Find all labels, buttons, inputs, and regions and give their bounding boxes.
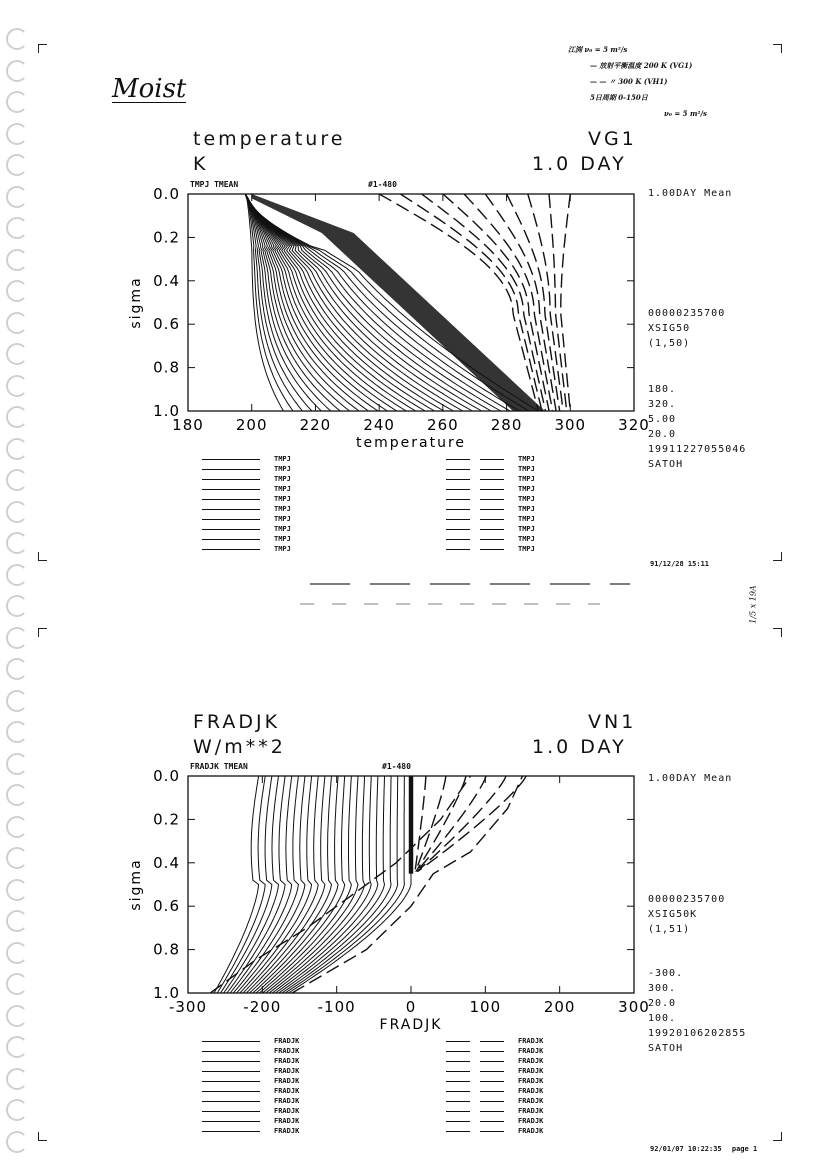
legend-line [202, 1081, 260, 1082]
y-tick-label: 0.6 [153, 315, 180, 334]
temperature-line [561, 194, 571, 411]
legend-line [202, 519, 260, 520]
legend-item [202, 1116, 342, 1126]
legend-label: FRADJK [518, 1057, 544, 1065]
x-tick-label: 200 [543, 998, 576, 1016]
legend-label: TMPJ [274, 505, 291, 513]
legend-label: FRADJK [518, 1067, 544, 1075]
legend-label: FRADJK [274, 1057, 300, 1065]
legend-item [202, 1096, 342, 1106]
legend-line [202, 1101, 260, 1102]
legend-item [446, 1086, 586, 1096]
binder-hole [6, 343, 28, 365]
x-tick-label: 260 [427, 416, 459, 434]
dense-band [409, 776, 413, 874]
legend-label: TMPJ [518, 505, 535, 513]
dataset-name: XSIG50 [648, 323, 691, 334]
crop-mark [38, 628, 47, 637]
legend-item [202, 534, 342, 544]
legend-item [202, 494, 342, 504]
binder-hole [6, 438, 28, 460]
legend-line [446, 459, 470, 460]
legend-item [202, 1066, 342, 1076]
x-tick-label: -100 [317, 998, 356, 1016]
x-tick-label: -200 [243, 998, 282, 1016]
binder-hole [6, 469, 28, 491]
note-line: — 放射平衡温度 200 K (VG1) [590, 61, 693, 70]
fradjk-line [233, 776, 298, 993]
legend-line [480, 479, 504, 480]
y-tick-label: 0.8 [153, 940, 180, 959]
y-tick-label: 0.4 [153, 853, 180, 872]
binder-hole [6, 1036, 28, 1058]
legend-line [480, 1131, 504, 1132]
legend-line [480, 1101, 504, 1102]
temperature-line [245, 194, 463, 411]
side-info [648, 186, 732, 201]
legend-item [446, 1036, 586, 1046]
binder-hole [6, 1099, 28, 1121]
legend-item [446, 484, 586, 494]
legend-line [480, 1061, 504, 1062]
legend-item [202, 1036, 342, 1046]
x-tick-label: 320 [618, 416, 650, 434]
legend-line [446, 1051, 470, 1052]
binder-hole [6, 784, 28, 806]
crop-mark [38, 44, 47, 53]
legend-line [480, 1051, 504, 1052]
y-axis-label: sigma [128, 276, 144, 329]
y-tick-label: 1.0 [153, 984, 180, 1002]
binder-hole [6, 186, 28, 208]
legend-line [202, 1071, 260, 1072]
legend-line [202, 1061, 260, 1062]
legend-line [446, 1071, 470, 1072]
legend-item [202, 1126, 342, 1136]
param-block [648, 966, 746, 1056]
legend-item [446, 544, 586, 554]
crop-mark [773, 552, 782, 561]
binder-hole [6, 280, 28, 302]
var-label: FRADJK TMEAN [190, 762, 248, 771]
legend-line [202, 1121, 260, 1122]
fradjk-line [418, 776, 527, 872]
footer-mark: 1/5 x 19A [748, 585, 758, 624]
legend-line [202, 1131, 260, 1132]
note-line: 江渕 ν₀ = 5 m²/s [568, 45, 628, 54]
legend-line [480, 1111, 504, 1112]
binder-hole [6, 627, 28, 649]
legend-line [480, 529, 504, 530]
param-value: 320. [648, 399, 677, 410]
param-value: 100. [648, 1013, 677, 1024]
x-tick-label: 100 [469, 998, 502, 1016]
legend-label: TMPJ [518, 545, 535, 553]
legend-line [446, 489, 470, 490]
legend-line [446, 1111, 470, 1112]
legend-label: FRADJK [274, 1067, 300, 1075]
fradjk-plot [120, 767, 650, 1037]
legend-item [202, 484, 342, 494]
binder-hole [6, 123, 28, 145]
legend-line [480, 459, 504, 460]
legend-item [446, 494, 586, 504]
legend-line [480, 1071, 504, 1072]
fradjk-line [240, 776, 312, 993]
legend-item [202, 454, 342, 464]
legend-item [202, 504, 342, 514]
handwritten-label [112, 74, 186, 103]
dataset-index: (1,50) [648, 338, 691, 349]
legend-line [446, 1131, 470, 1132]
temperature-series [245, 194, 570, 411]
y-tick-label: 1.0 [153, 402, 180, 420]
legend-label: FRADJK [274, 1117, 300, 1125]
binder-hole [6, 91, 28, 113]
param-value: 5.00 [648, 414, 677, 425]
run-id: 00000235700 [648, 308, 726, 319]
legend-line [446, 1091, 470, 1092]
legend-line [480, 1091, 504, 1092]
chart-title: FRADJK [193, 711, 281, 733]
legend-item [446, 474, 586, 484]
chart-title: temperature [193, 128, 346, 150]
legend-dashed [446, 454, 586, 554]
param-block [648, 382, 746, 472]
legend-label: FRADJK [274, 1107, 300, 1115]
date-stamp-text: 92/01/07 10:22:35 [650, 1145, 722, 1153]
chart-unit: W/m**2 [193, 736, 286, 758]
legend-line [446, 519, 470, 520]
mean-label: 1.00DAY Mean [648, 188, 733, 199]
binder-hole [6, 721, 28, 743]
x-tick-label: 300 [618, 998, 650, 1016]
legend-label: FRADJK [518, 1107, 544, 1115]
legend-label: FRADJK [518, 1087, 544, 1095]
binder-hole [6, 249, 28, 271]
legend-label: FRADJK [518, 1097, 544, 1105]
separator [300, 578, 640, 608]
legend-line [446, 469, 470, 470]
legend-label: TMPJ [274, 535, 291, 543]
legend-label: TMPJ [518, 475, 535, 483]
legend-label: FRADJK [274, 1077, 300, 1085]
legend-line [202, 1051, 260, 1052]
legend-label: FRADJK [518, 1037, 544, 1045]
legend-item [446, 1076, 586, 1086]
temperature-line [549, 194, 567, 411]
note-line: ν₀ = 5 m²/s [664, 109, 707, 118]
legend-label: TMPJ [274, 545, 291, 553]
binder-hole [6, 375, 28, 397]
legend-line [202, 1041, 260, 1042]
y-tick-label: 0.4 [153, 271, 180, 290]
legend-line [446, 499, 470, 500]
legend-label: TMPJ [518, 465, 535, 473]
param-value: -300. [648, 968, 684, 979]
handwritten-notes [568, 42, 707, 122]
legend-label: TMPJ [518, 455, 535, 463]
y-tick-label: 0.6 [153, 897, 180, 916]
temperature-line [245, 194, 510, 411]
mean-label: 1.00DAY Mean [648, 773, 733, 784]
legend-label: FRADJK [518, 1127, 544, 1135]
binder-hole [6, 564, 28, 586]
binder-hole [6, 312, 28, 334]
legend-line [202, 459, 260, 460]
legend-line [446, 539, 470, 540]
legend-item [202, 1086, 342, 1096]
crop-mark [773, 44, 782, 53]
page-label: page 1 [731, 1145, 758, 1153]
date-stamp: 91/12/28 15:11 [650, 560, 710, 568]
dense-band [252, 194, 545, 411]
range-label: #1-480 [382, 762, 411, 771]
y-tick-label: 0.2 [153, 810, 180, 829]
legend-label: TMPJ [518, 535, 535, 543]
binder-hole [6, 28, 28, 50]
x-tick-label: 300 [554, 416, 587, 434]
legend-item [446, 514, 586, 524]
legend-line [202, 1091, 260, 1092]
legend-label: TMPJ [518, 525, 535, 533]
legend-label: TMPJ [274, 455, 291, 463]
legend-label: FRADJK [274, 1087, 300, 1095]
binder-hole [6, 847, 28, 869]
x-tick-label: 200 [235, 416, 268, 434]
param-value: 20.0 [648, 429, 677, 440]
side-info-block [648, 892, 725, 937]
legend-line [480, 489, 504, 490]
binder-hole [6, 154, 28, 176]
legend-line [446, 1041, 470, 1042]
legend-line [446, 529, 470, 530]
x-tick-label: 240 [363, 416, 395, 434]
side-info [648, 771, 732, 786]
timestamp: 19911227055046 [648, 444, 747, 455]
x-axis-label: temperature [356, 435, 466, 451]
legend-line [202, 469, 260, 470]
legend-line [480, 499, 504, 500]
legend-item [446, 534, 586, 544]
legend-item [446, 1106, 586, 1116]
dataset-name: XSIG50K [648, 909, 698, 920]
y-axis-label: sigma [128, 858, 144, 911]
y-tick-label: 0.8 [153, 358, 180, 377]
legend-label: TMPJ [274, 465, 291, 473]
legend-solid [202, 454, 342, 554]
note-line: 5日周期 0-150日 [590, 93, 648, 102]
legend-label: TMPJ [274, 475, 291, 483]
range-label: #1-480 [368, 180, 397, 189]
legend-line [446, 509, 470, 510]
legend-line [480, 469, 504, 470]
binder-hole [6, 595, 28, 617]
legend-line [202, 479, 260, 480]
binder-hole [6, 217, 28, 239]
binder-hole [6, 1131, 28, 1153]
side-info-block [648, 306, 725, 351]
legend-label: TMPJ [518, 485, 535, 493]
crop-mark [38, 552, 47, 561]
legend-label: FRADJK [518, 1117, 544, 1125]
legend-item [202, 1046, 342, 1056]
legend-line [446, 1101, 470, 1102]
param-value: 300. [648, 983, 677, 994]
binder-hole [6, 1005, 28, 1027]
legend-line [202, 489, 260, 490]
legend-label: FRADJK [274, 1127, 300, 1135]
binder-hole [6, 879, 28, 901]
binder-hole [6, 1068, 28, 1090]
legend-line [202, 509, 260, 510]
fradjk-line [416, 776, 446, 872]
author: SATOH [648, 1043, 684, 1054]
legend-line [202, 549, 260, 550]
legend-item [202, 1106, 342, 1116]
duration: 1.0 DAY [532, 736, 627, 758]
legend-item [202, 514, 342, 524]
legend-item [446, 524, 586, 534]
legend-line [202, 499, 260, 500]
author: SATOH [648, 459, 684, 470]
legend-line [446, 1121, 470, 1122]
y-tick-label: 0.0 [153, 767, 180, 785]
legend-line [480, 539, 504, 540]
crop-mark [773, 1132, 782, 1141]
legend-label: FRADJK [274, 1097, 300, 1105]
legend-item [202, 524, 342, 534]
legend-item [446, 1116, 586, 1126]
legend-line [480, 1121, 504, 1122]
legend-label: TMPJ [518, 515, 535, 523]
y-tick-label: 0.2 [153, 228, 180, 247]
legend-item [446, 1126, 586, 1136]
x-tick-label: 0 [405, 998, 417, 1016]
binder-hole [6, 532, 28, 554]
legend-line [480, 509, 504, 510]
binder-hole [6, 942, 28, 964]
y-tick-label: 0.0 [153, 185, 180, 203]
legend-line [480, 1041, 504, 1042]
legend-label: FRADJK [518, 1047, 544, 1055]
legend-line [480, 1081, 504, 1082]
legend-line [202, 1111, 260, 1112]
x-tick-label: 280 [490, 416, 523, 434]
legend-line [480, 549, 504, 550]
binder-hole [6, 406, 28, 428]
binder-hole [6, 501, 28, 523]
temperature-line [245, 194, 312, 411]
legend-item [446, 504, 586, 514]
binder-hole [6, 690, 28, 712]
crop-mark [773, 628, 782, 637]
legend-item [202, 544, 342, 554]
legend-label: FRADJK [518, 1077, 544, 1085]
fradjk-line [416, 776, 466, 872]
param-value: 20.0 [648, 998, 677, 1009]
legend-item [446, 464, 586, 474]
legend-label: TMPJ [274, 525, 291, 533]
binder-hole [6, 973, 28, 995]
legend-label: FRADJK [274, 1047, 300, 1055]
binder-hole [6, 816, 28, 838]
legend-solid [202, 1036, 342, 1136]
binder-hole [6, 60, 28, 82]
legend-item [202, 464, 342, 474]
var-label: TMPJ TMEAN [190, 180, 239, 189]
crop-mark [38, 1132, 47, 1141]
note-line: — — 〃 300 K (VH1) [590, 77, 668, 86]
legend-label: TMPJ [274, 515, 291, 523]
legend-item [446, 1056, 586, 1066]
legend-line [202, 539, 260, 540]
run-name: VG1 [588, 128, 637, 150]
legend-line [446, 479, 470, 480]
legend-label: TMPJ [274, 485, 291, 493]
legend-item [446, 454, 586, 464]
timestamp: 19920106202855 [648, 1028, 747, 1039]
x-tick-label: 180 [172, 416, 204, 434]
x-axis-label: FRADJK [379, 1017, 443, 1033]
binder-hole [6, 658, 28, 680]
run-id: 00000235700 [648, 894, 726, 905]
legend-label: TMPJ [274, 495, 291, 503]
fradjk-line [417, 776, 487, 872]
legend-line [446, 549, 470, 550]
legend-item [446, 1066, 586, 1076]
handwritten-label-text: Moist [112, 74, 187, 104]
chart-unit: K [193, 153, 209, 175]
legend-item [202, 1076, 342, 1086]
fradjk-series [210, 776, 526, 993]
param-value: 180. [648, 384, 677, 395]
legend-item [202, 1056, 342, 1066]
legend-line [480, 519, 504, 520]
legend-dashed [446, 1036, 586, 1136]
x-tick-label: -300 [168, 998, 208, 1016]
temperature-line [245, 194, 500, 411]
legend-line [202, 529, 260, 530]
binder-hole [6, 753, 28, 775]
temperature-plot [120, 185, 650, 455]
fradjk-line [221, 776, 272, 993]
dataset-index: (1,51) [648, 924, 691, 935]
legend-item [202, 474, 342, 484]
legend-line [446, 1081, 470, 1082]
legend-label: FRADJK [274, 1037, 300, 1045]
x-tick-label: 220 [299, 416, 332, 434]
legend-label: TMPJ [518, 495, 535, 503]
legend-line [446, 1061, 470, 1062]
binder-hole [6, 910, 28, 932]
date-stamp [650, 1145, 757, 1153]
duration: 1.0 DAY [532, 153, 627, 175]
legend-item [446, 1096, 586, 1106]
legend-item [446, 1046, 586, 1056]
run-name: VN1 [588, 711, 637, 733]
